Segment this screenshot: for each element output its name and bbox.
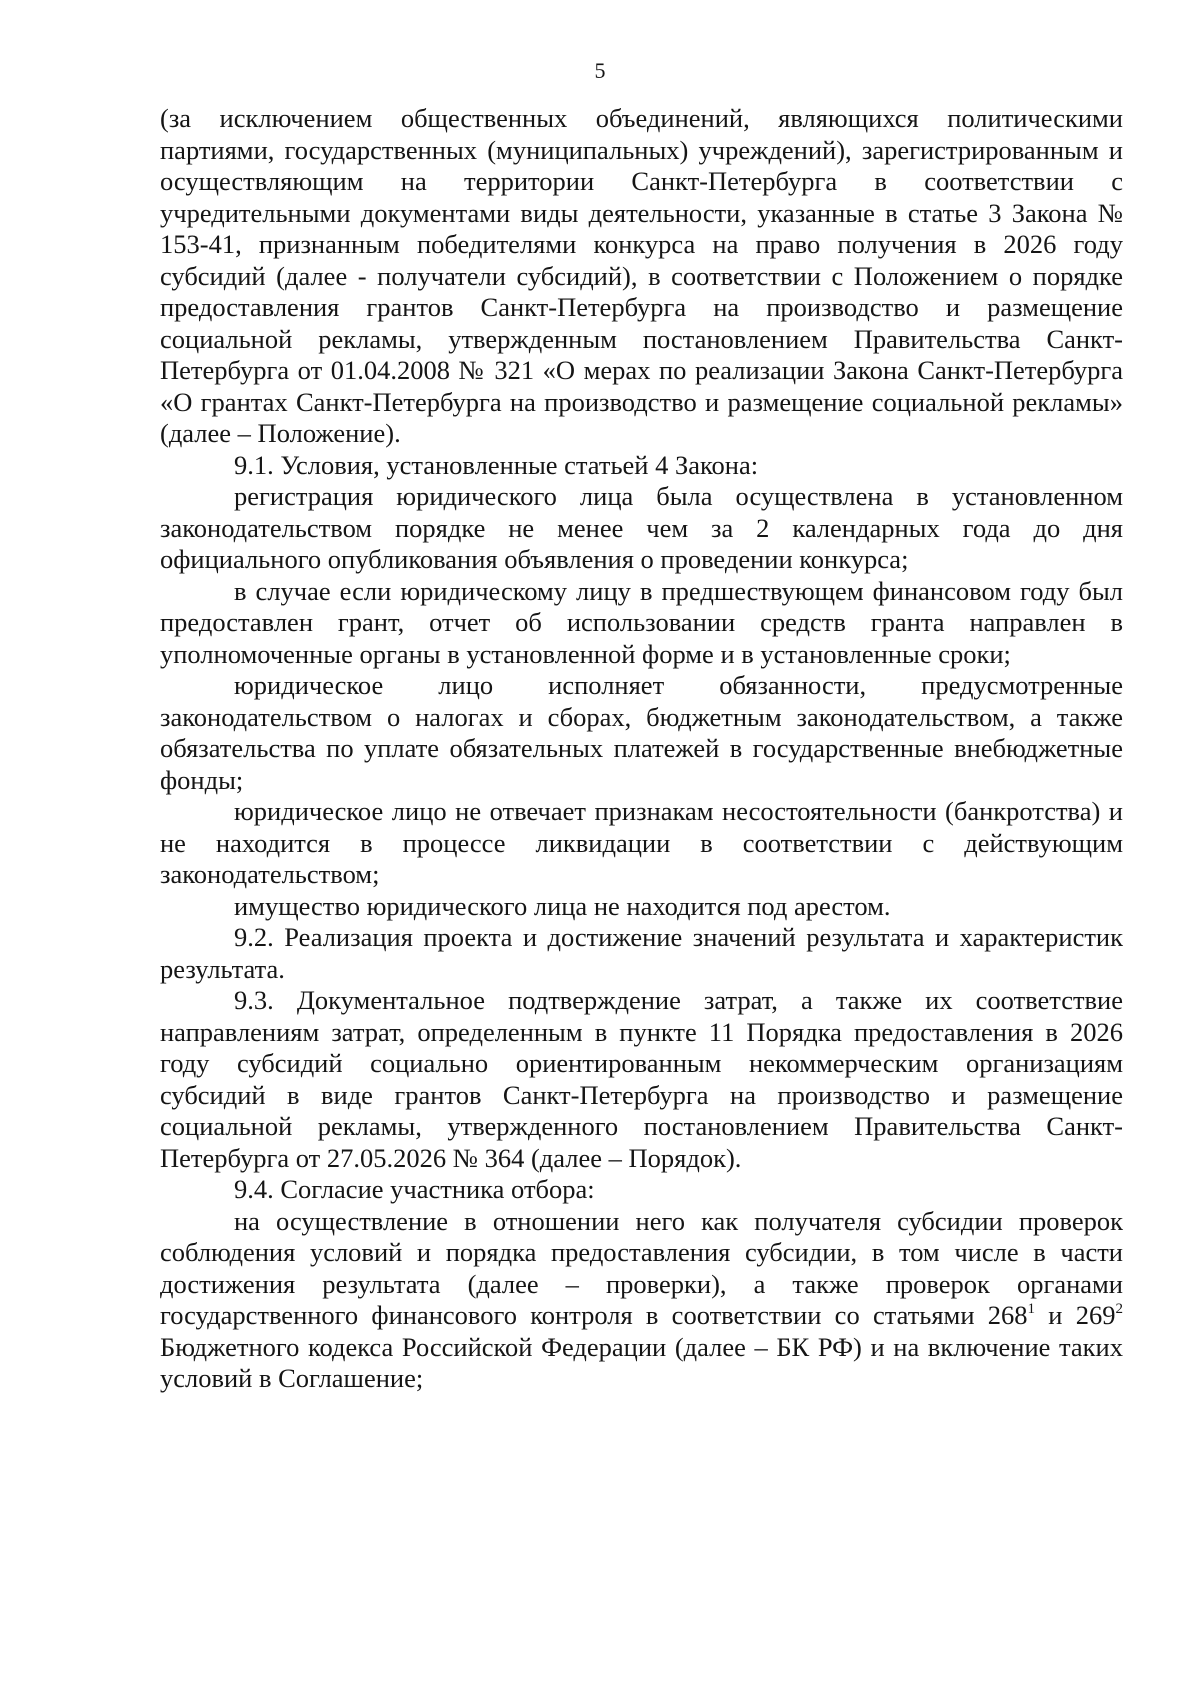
clause-9-1-insolvency: юридическое лицо не отвечает признакам несостоятельности (банкротства) и не находится в процессе ликвидации в соответствии с действующим законодательством; (160, 796, 1123, 889)
clause-9-1-heading: 9.1. Условия, установленные статьей 4 Закона: (234, 449, 759, 480)
consent-text-part-3: Бюджетного кодекса Российской Федерации (далее – БК РФ) и на включение таких условий в Соглашение; (160, 1331, 1123, 1393)
paragraph-intro: (за исключением общественных объединений, являющихся политическими партиями, государственных (муниципальных) учреждений), зарегистрированным и осуществляющим на территории Санкт-Петербурга в соответствии с учредительными документами виды деятельности, указанные в статье 3 Закона № 153-41, признанным победителями конкурса на право получения в 2026 году субсидий (далее - получатели субсидий), в соответствии с Положением о порядке предоставления грантов Санкт-Петербурга на производство и размещение социальной рекламы, утвержденным постановлением Правительства Санкт-Петербурга от 01.04.2008 № 321 «О мерах по реализации Закона Санкт-Петербурга «О грантах Санкт-Петербурга на производство и размещение социальной рекламы» (далее – Положение). (160, 103, 1123, 448)
clause-9-4-heading: 9.4. Согласие участника отбора: (234, 1174, 595, 1204)
clause-9-1-grant-report: в случае если юридическому лицу в предшествующем финансовом году был предоставлен грант, отчет об использовании средств гранта направлен в уполномоченные органы в установленной форме и в установленные сроки; (160, 575, 1123, 669)
clause-9-2: 9.2. Реализация проекта и достижение значений результата и характеристик результата. (160, 922, 1123, 984)
clause-9-3: 9.3. Документальное подтверждение затрат, а также их соответствие направлениям затрат, определенным в пункте 11 Порядка предоставления в 2026 году субсидий социально ориентированным некоммерческим организациям субсидий в виде грантов Санкт-Петербурга на производство и размещение социальной рекламы, утвержденного постановлением Правительства Санкт-Петербурга от 27.05.2026 № 364 (далее – Порядок). (160, 985, 1123, 1173)
consent-text-part-1: на осуществление в отношении него как получателя субсидии проверок соблюдения условий и порядка предоставления субсидии, в том числе в части достижения результата (далее – проверки), а также проверок органами государственного финансового контроля в соответствии со статьями 268 (160, 1205, 1123, 1330)
article-269-superscript: 2 (1115, 1301, 1123, 1317)
document-body (160, 103, 1123, 1395)
clause-9-1-registration: регистрация юридического лица была осуществлена в установленном законодательством порядке не менее чем за 2 календарных года до дня официального опубликования объявления о проведении конкурса; (160, 481, 1123, 574)
clause-9-1-property-arrest: имущество юридического лица не находится под арестом. (234, 890, 891, 921)
clause-9-1-tax-obligations: юридическое лицо исполняет обязанности, предусмотренные законодательством о налогах и сборах, бюджетным законодательством, а также обязательства по уплате обязательных платежей в государственные внебюджетные фонды; (160, 670, 1123, 795)
consent-text-part-2: и 269 (1035, 1300, 1116, 1330)
article-268-superscript: 1 (1027, 1301, 1036, 1317)
clause-9-4-consent (160, 1206, 1123, 1395)
page-number: 5 (594, 58, 606, 83)
